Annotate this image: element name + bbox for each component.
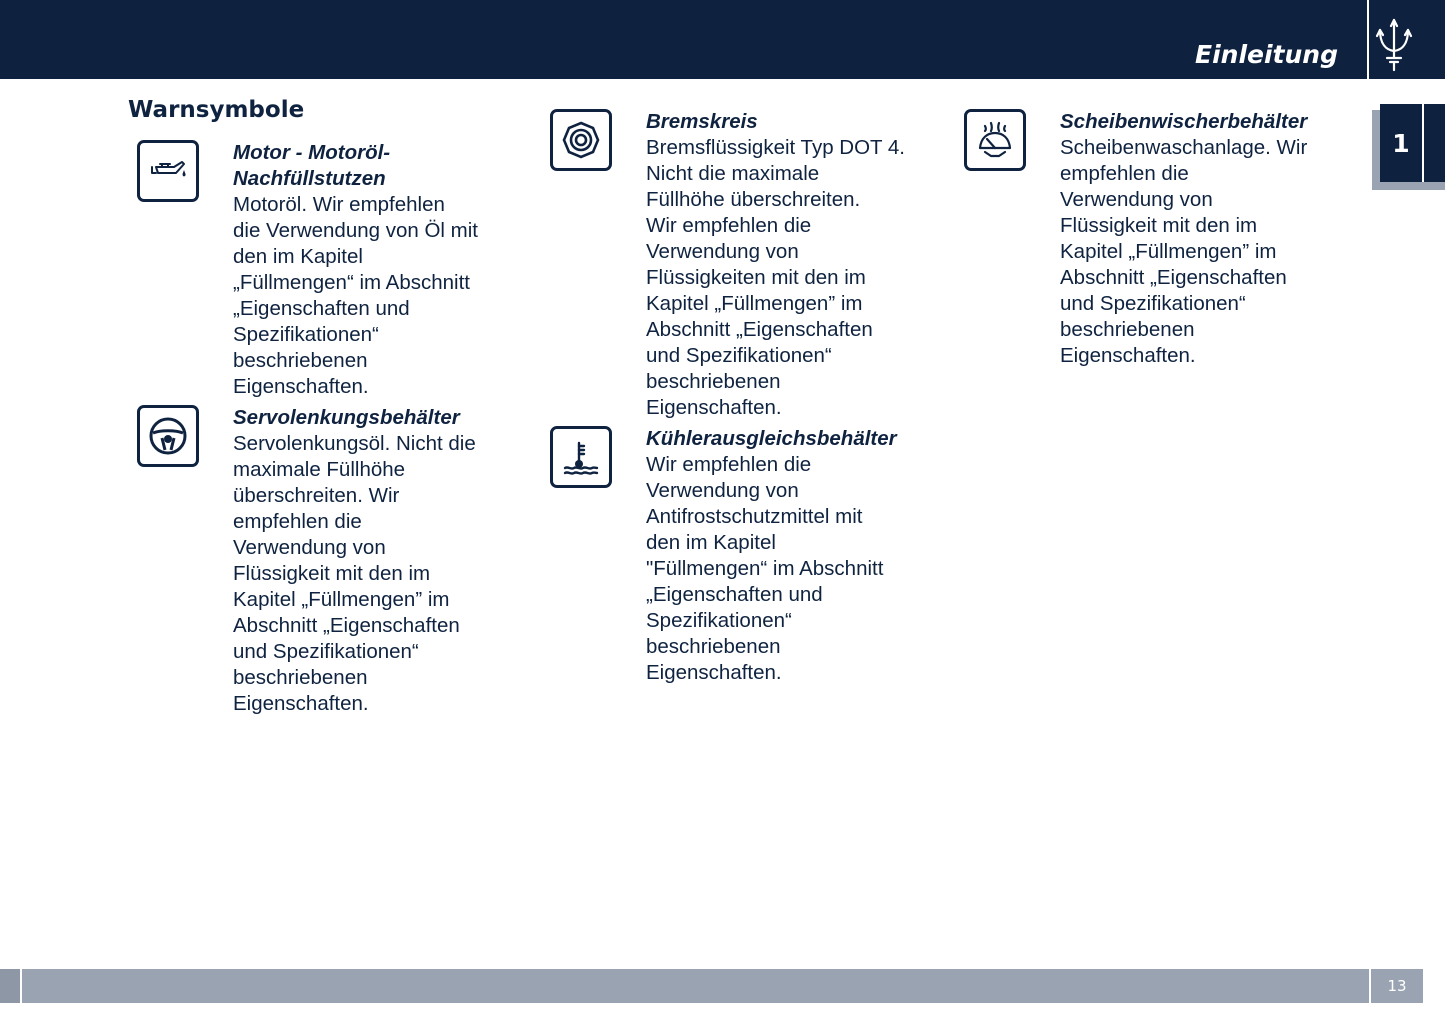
- entry-heading: Motor - Motoröl- Nachfüllstutzen: [233, 141, 391, 190]
- trident-logo-icon: [1374, 18, 1414, 72]
- icon-frame: [137, 405, 199, 467]
- entry-text: [233, 140, 513, 400]
- entry-body: Bremsflüssigkeit Typ DOT 4. Nicht die maximale Füllhöhe überschreiten. Wir empfehlen die Verwendung von Flüssigkeiten mit den im Kapitel „Füllmengen” im Abschnitt „Eigenschaften und Spezifikationen“ beschriebenen Eigenschaften.: [646, 136, 905, 419]
- entry-heading: Scheibenwischerbehälter: [1060, 110, 1308, 133]
- entry-text: [646, 426, 926, 686]
- entry-body: Servolenkungsöl. Nicht die maximale Füllhöhe überschreiten. Wir empfehlen die Verwendung von Flüssigkeit mit den im Kapitel „Füllmengen” im Abschnitt „Eigenschaften und Spezifikationen“ beschriebenen Eigenschaften.: [233, 432, 476, 715]
- entry-text: [646, 109, 926, 421]
- chapter-tab-divider: [1422, 104, 1424, 182]
- entry-heading: Kühlerausgleichsbehälter: [646, 427, 897, 450]
- entry-heading: Bremskreis: [646, 110, 758, 133]
- chapter-title: Einleitung: [1195, 40, 1338, 69]
- chapter-tab: [1372, 104, 1445, 190]
- entry-heading: Servolenkungsbehälter: [233, 406, 460, 429]
- header-divider: [1367, 0, 1369, 79]
- chapter-tab-box: [1380, 104, 1445, 182]
- entry-text: [233, 405, 513, 717]
- brake-circuit-icon: [559, 118, 603, 162]
- page-number: 13: [1387, 977, 1407, 995]
- page-footer: [0, 969, 1423, 1003]
- page-header: [0, 0, 1445, 79]
- footer-left-block: [0, 969, 22, 1003]
- footer-divider: [20, 969, 22, 1003]
- icon-frame: [550, 109, 612, 171]
- coolant-temperature-icon: [559, 435, 603, 479]
- entry-text: [1060, 109, 1340, 369]
- section-title: Warnsymbole: [128, 97, 305, 123]
- entry-body: Wir empfehlen die Verwendung von Antifrostschutzmittel mit den im Kapitel "Füllmengen“ im Abschnitt „Eigenschaften und Spezifikationen“ beschriebenen Eigenschaften.: [646, 453, 884, 684]
- oil-can-icon: [146, 149, 190, 193]
- entry-body: Motoröl. Wir empfehlen die Verwendung von Öl mit den im Kapitel „Füllmengen“ im Abschnitt „Eigenschaften und Spezifikationen“ beschriebenen Eigenschaften.: [233, 193, 478, 398]
- icon-frame: [137, 140, 199, 202]
- windshield-washer-icon: [973, 118, 1017, 162]
- icon-frame: [550, 426, 612, 488]
- icon-frame: [964, 109, 1026, 171]
- chapter-number: 1: [1392, 129, 1410, 158]
- entry-body: Scheibenwaschanlage. Wir empfehlen die Verwendung von Flüssigkeit mit den im Kapitel „Füllmengen” im Abschnitt „Eigenschaften und Spezifikationen“ beschriebenen Eigenschaften.: [1060, 136, 1308, 367]
- steering-wheel-icon: [146, 414, 190, 458]
